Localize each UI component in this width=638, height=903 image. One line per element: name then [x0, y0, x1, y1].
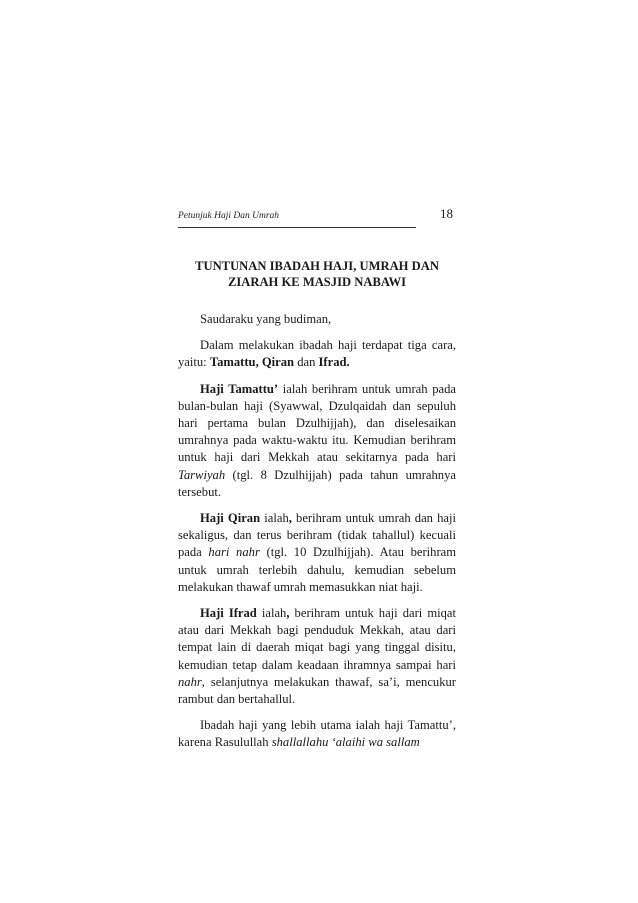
text: Dalam melakukan ibadah haji terdapat tiga cara, yaitu: [178, 338, 456, 370]
paragraph-best-hajj [178, 717, 456, 751]
text: , selanjutnya melakukan thawaf, sa’i, mencukur rambut dan bertahallul. [178, 674, 456, 707]
greeting-text: Saudaraku yang budiman, [200, 312, 332, 326]
chapter-title [178, 258, 456, 290]
paragraph-greeting [178, 311, 456, 328]
italic-term: nahr [178, 674, 202, 689]
running-head: Petunjuk Haji Dan Umrah [178, 211, 280, 221]
paragraph-haji-tamattu [178, 381, 456, 501]
chapter-title-line-1: TUNTUNAN IBADAH HAJI, UMRAH DAN [195, 259, 439, 273]
italic-term: Tarwiyah [178, 467, 226, 482]
header-divider [178, 227, 416, 228]
term-haji-qiran: Haji Qiran [200, 511, 261, 526]
text: ialah berihram untuk umrah pada bulan-bulan haji (Syawwal, Dzulqaidah dan sepuluh hari pertama bulan Dzulhijjah), dan diselesaikan umrahnya pada waktu-waktu itu. Kemudian berihram untuk haji dari Mekkah atau sekitarnya pada hari [178, 381, 456, 465]
text: dan [294, 355, 319, 370]
body-text [178, 311, 456, 752]
text: (tgl. 10 Dzulhijjah). Atau berihram untuk umrah terlebih dahulu, kemudian sebelum melakukan thawaf umrah memasukkan niat haji. [178, 545, 457, 594]
paragraph-haji-qiran [178, 510, 456, 596]
text: ialah [260, 511, 289, 526]
term-haji-tamattu: Haji Tamattu’ [200, 381, 279, 396]
text: berihram untuk haji dari miqat atau dari Mekkah bagi penduduk Mekkah, atau dari tempat lain di daerah miqat bagi yang tinggal disitu, kemudian tetap dalam keadaan ihramnya sampai hari [178, 606, 457, 672]
bold-term: Tamattu, Qiran [209, 355, 295, 370]
page-number: 18 [440, 206, 453, 221]
bold-term: Ifrad. [318, 355, 350, 370]
text: ialah [256, 606, 287, 621]
chapter-title-line-2: ZIARAH KE MASJID NABAWI [227, 275, 407, 289]
bold-comma: , [286, 606, 290, 621]
text: Ibadah haji yang lebih utama ialah haji Tamattu’, karena Rasulullah [178, 718, 456, 750]
paragraph-three-ways [178, 337, 456, 371]
text: (tgl. 8 Dzulhijjah) pada tahun umrahnya tersebut. [178, 467, 456, 499]
italic-term: hari nahr [208, 545, 260, 560]
paragraph-haji-ifrad [178, 605, 456, 708]
text: berihram untuk umrah dan haji sekaligus, dan terus berihram (tidak tahallul) kecuali pada [178, 511, 456, 560]
italic-term: shallallahu ‘alaihi wa sallam [271, 735, 420, 750]
term-haji-ifrad: Haji Ifrad [200, 606, 257, 621]
bold-comma: , [288, 511, 292, 526]
